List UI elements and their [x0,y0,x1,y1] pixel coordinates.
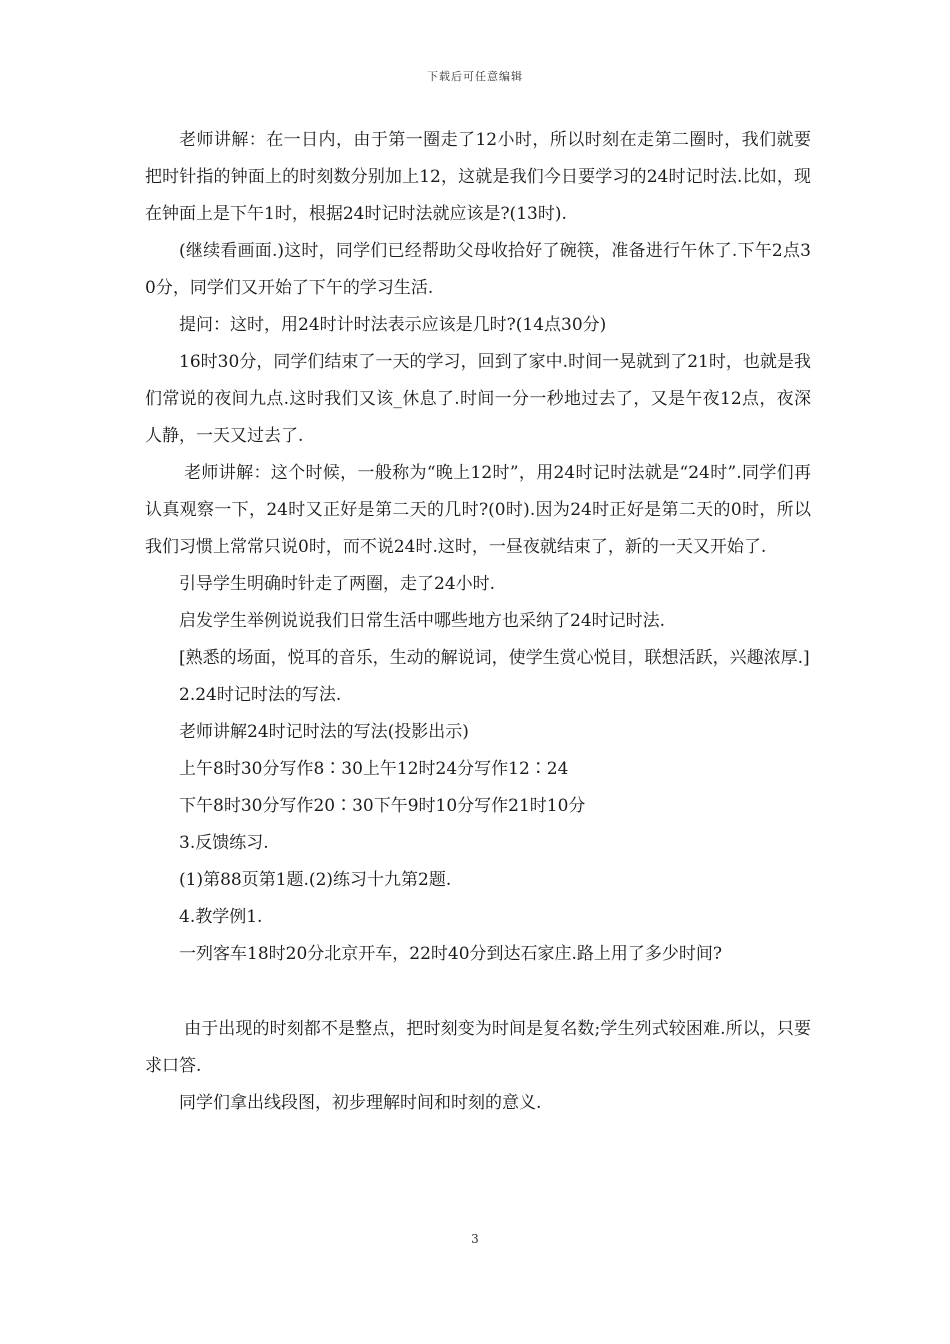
document-body [145,122,811,1122]
paragraph-question-1: 提问：这时，用24时计时法表示应该是几时?(14点30分) [179,315,607,335]
paragraph-section-3: 3.反馈练习. [179,833,269,853]
paragraph-gap [145,973,811,1011]
paragraph-remark: [熟悉的场面，悦耳的音乐，生动的解说词，使学生赏心悦目，联想活跃，兴趣浓厚.] [179,648,810,668]
page-header: 下载后可任意编辑 [427,70,523,83]
paragraph-exercises: (1)第88页第1题.(2)练习十九第2题. [179,870,452,890]
page-number: 3 [471,1232,479,1246]
paragraph-afternoon-examples: 下午8时30分写作20∶30下午9时10分写作21时10分 [179,796,586,816]
paragraph-morning-examples: 上午8时30分写作8∶30上午12时24分写作12∶24 [179,759,569,779]
paragraph-teacher-explanation-1: 老师讲解：在一日内，由于第一圈走了12小时，所以时刻在走第二圈时，我们就要把时针指的钟面上的时刻数分别加上12，这就是我们今日要学习的24时记时法.比如，现在钟面上是下午1时，根据24时记时法就应该是?(13时). [145,130,811,224]
paragraph-section-4: 4.教学例1. [179,907,263,927]
paragraph-example-problem: 一列客车18时20分北京开车，22时40分到达石家庄.路上用了多少时间? [179,944,723,964]
paragraph-teacher-explanation-2: 老师讲解：这个时候，一般称为“晚上12时”，用24时记时法就是“24时”.同学们再认真观察一下，24时又正好是第二天的几时?(0时).因为24时正好是第二天的0时，所以我们习惯上常常只说0时，而不说24时.这时，一昼夜就结束了，新的一天又开始了. [145,463,811,557]
paragraph-section-2: 2.24时记时法的写法. [179,685,342,705]
paragraph-writing-method: 老师讲解24时记时法的写法(投影出示) [179,722,469,742]
paragraph-examples: 启发学生举例说说我们日常生活中哪些地方也采纳了24时记时法. [179,611,666,631]
paragraph-continue-watching: (继续看画面.)这时，同学们已经帮助父母收拾好了碗筷，准备进行午休了.下午2点30分，同学们又开始了下午的学习生活. [145,241,811,298]
paragraph-line-diagram: 同学们拿出线段图，初步理解时间和时刻的意义. [179,1093,542,1113]
paragraph-guide-students: 引导学生明确时针走了两圈，走了24小时. [179,574,496,594]
paragraph-difficulty-note: 由于出现的时刻都不是整点，把时刻变为时间是复名数;学生列式较困难.所以，只要求口答. [145,1019,811,1076]
paragraph-evening: 16时30分，同学们结束了一天的学习，回到了家中.时间一晃就到了21时，也就是我们常说的夜间九点.这时我们又该_休息了.时间一分一秒地过去了，又是午夜12点，夜深人静，一天又过去了. [145,352,811,446]
